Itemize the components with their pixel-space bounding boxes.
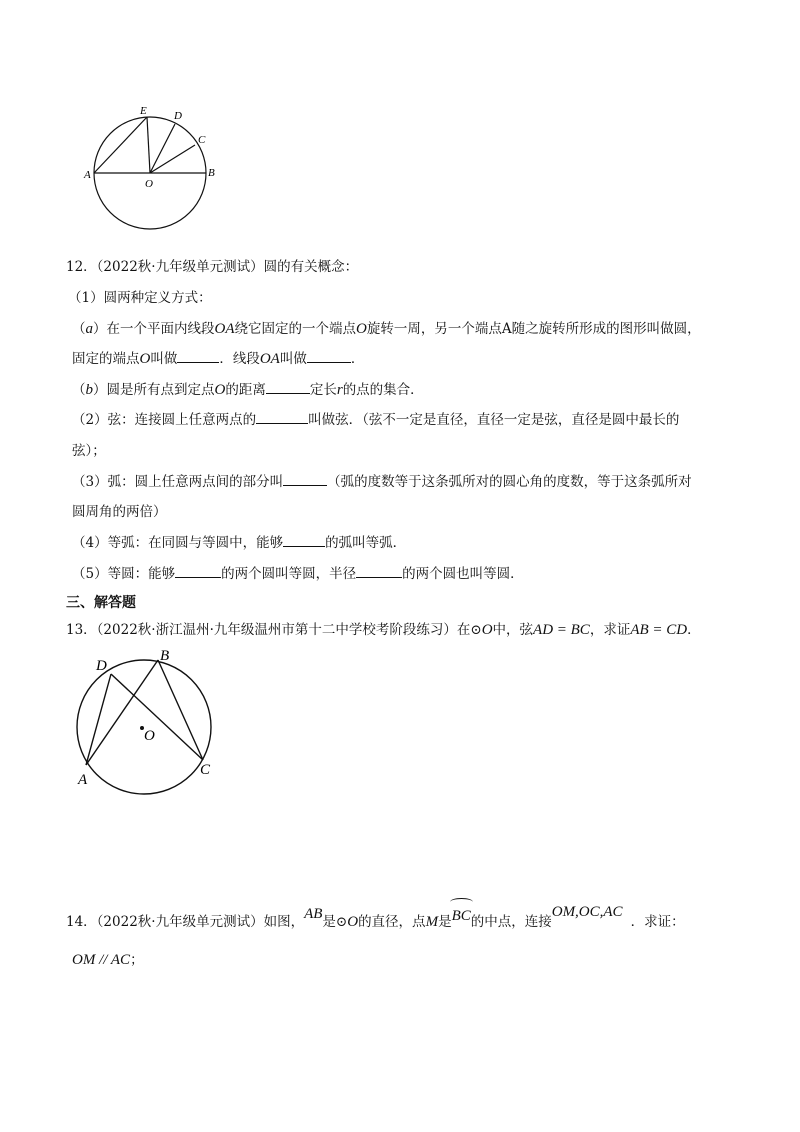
equation-AB-CD: AB = CD	[630, 622, 688, 638]
answer-blank[interactable]	[256, 410, 308, 424]
chord-DC	[111, 674, 203, 760]
label-C: C	[200, 762, 211, 778]
label-D: D	[174, 110, 182, 122]
figure-circle-chords	[66, 645, 226, 795]
label-B: B	[208, 167, 215, 179]
segment-list: OM,OC,AC	[551, 904, 623, 920]
chord-AB	[86, 660, 158, 765]
label-A: A	[78, 772, 88, 788]
q12-part3-line2: 圆周角的两倍）	[72, 504, 167, 520]
q12-header: 12．（2022秋·九年级单元测试）圆的有关概念：	[66, 259, 359, 275]
label-D: D	[96, 658, 107, 674]
q12-def-a-line2: 固定的端点O叫做 ．线段OA叫做 ．	[72, 351, 365, 367]
q12-part4: （4）等弧：在同圆与等圆中，能够 的弧叫等弧．	[72, 535, 407, 551]
var-O: O	[356, 321, 367, 337]
var-AB: AB	[304, 906, 323, 922]
answer-blank[interactable]	[175, 564, 221, 578]
var-M: M	[425, 914, 439, 930]
q12-part2-line2: 弦）；	[72, 443, 106, 459]
var-OA: OA	[214, 321, 235, 337]
equation-AD-BC: AD = BC	[533, 622, 590, 638]
label-A: A	[84, 169, 91, 181]
q12-part2-line1: （2）弦：连接圆上任意两点的 叫做弦．（弦不一定是直径，直径一定是弦，直径是圆中最长的	[72, 412, 680, 428]
q14-line2: OM // AC；	[72, 952, 144, 968]
label-C: C	[198, 134, 206, 146]
q12-def-b: （b）圆是所有点到定点O的距离 定长r的点的集合．	[72, 382, 424, 398]
chord-BC	[158, 660, 203, 760]
label-B: B	[160, 648, 170, 664]
radius-OE	[147, 117, 150, 173]
answer-blank[interactable]	[283, 533, 325, 547]
answer-blank[interactable]	[307, 349, 351, 363]
arc-mark	[450, 898, 473, 906]
label-O: O	[144, 728, 155, 744]
section-heading: 三、解答题	[66, 595, 136, 611]
q12-part5: （5）等圆：能够 的两个圆叫等圆，半径 的两个圆也叫等圆．	[72, 566, 524, 582]
q14-line1: 14．（2022秋·九年级单元测试）如图，AB是⊙O的直径，点M是 BC的中点，连接OM,OC,AC．求证：	[66, 912, 685, 932]
answer-blank[interactable]	[177, 349, 219, 363]
q12-part3-line1: （3）弧：圆上任意两点间的部分叫 （弧的度数等于这条弧所对的圆心角的度数，等于这条弧所对	[72, 474, 692, 490]
label-E: E	[140, 105, 147, 117]
q12-def-a-line1: （a）在一个平面内线段OA绕它固定的一个端点O旋转一周，另一个端点A随之旋转所形成的图形叫做圆，	[72, 321, 701, 337]
arc-BC: BC	[452, 906, 471, 926]
answer-blank[interactable]	[356, 564, 402, 578]
answer-blank[interactable]	[283, 472, 327, 486]
figure-circle-diameter	[80, 100, 220, 232]
parallel-statement: OM // AC	[72, 952, 131, 968]
label-O: O	[145, 178, 153, 190]
q12-part1: （1）圆两种定义方式：	[68, 290, 212, 306]
answer-blank[interactable]	[266, 380, 310, 394]
q13-text: 13．（2022秋·浙江温州·九年级温州市第十二中学校考阶段练习）在⊙O中，弦AD = BC，求证AB = CD．	[66, 622, 701, 638]
